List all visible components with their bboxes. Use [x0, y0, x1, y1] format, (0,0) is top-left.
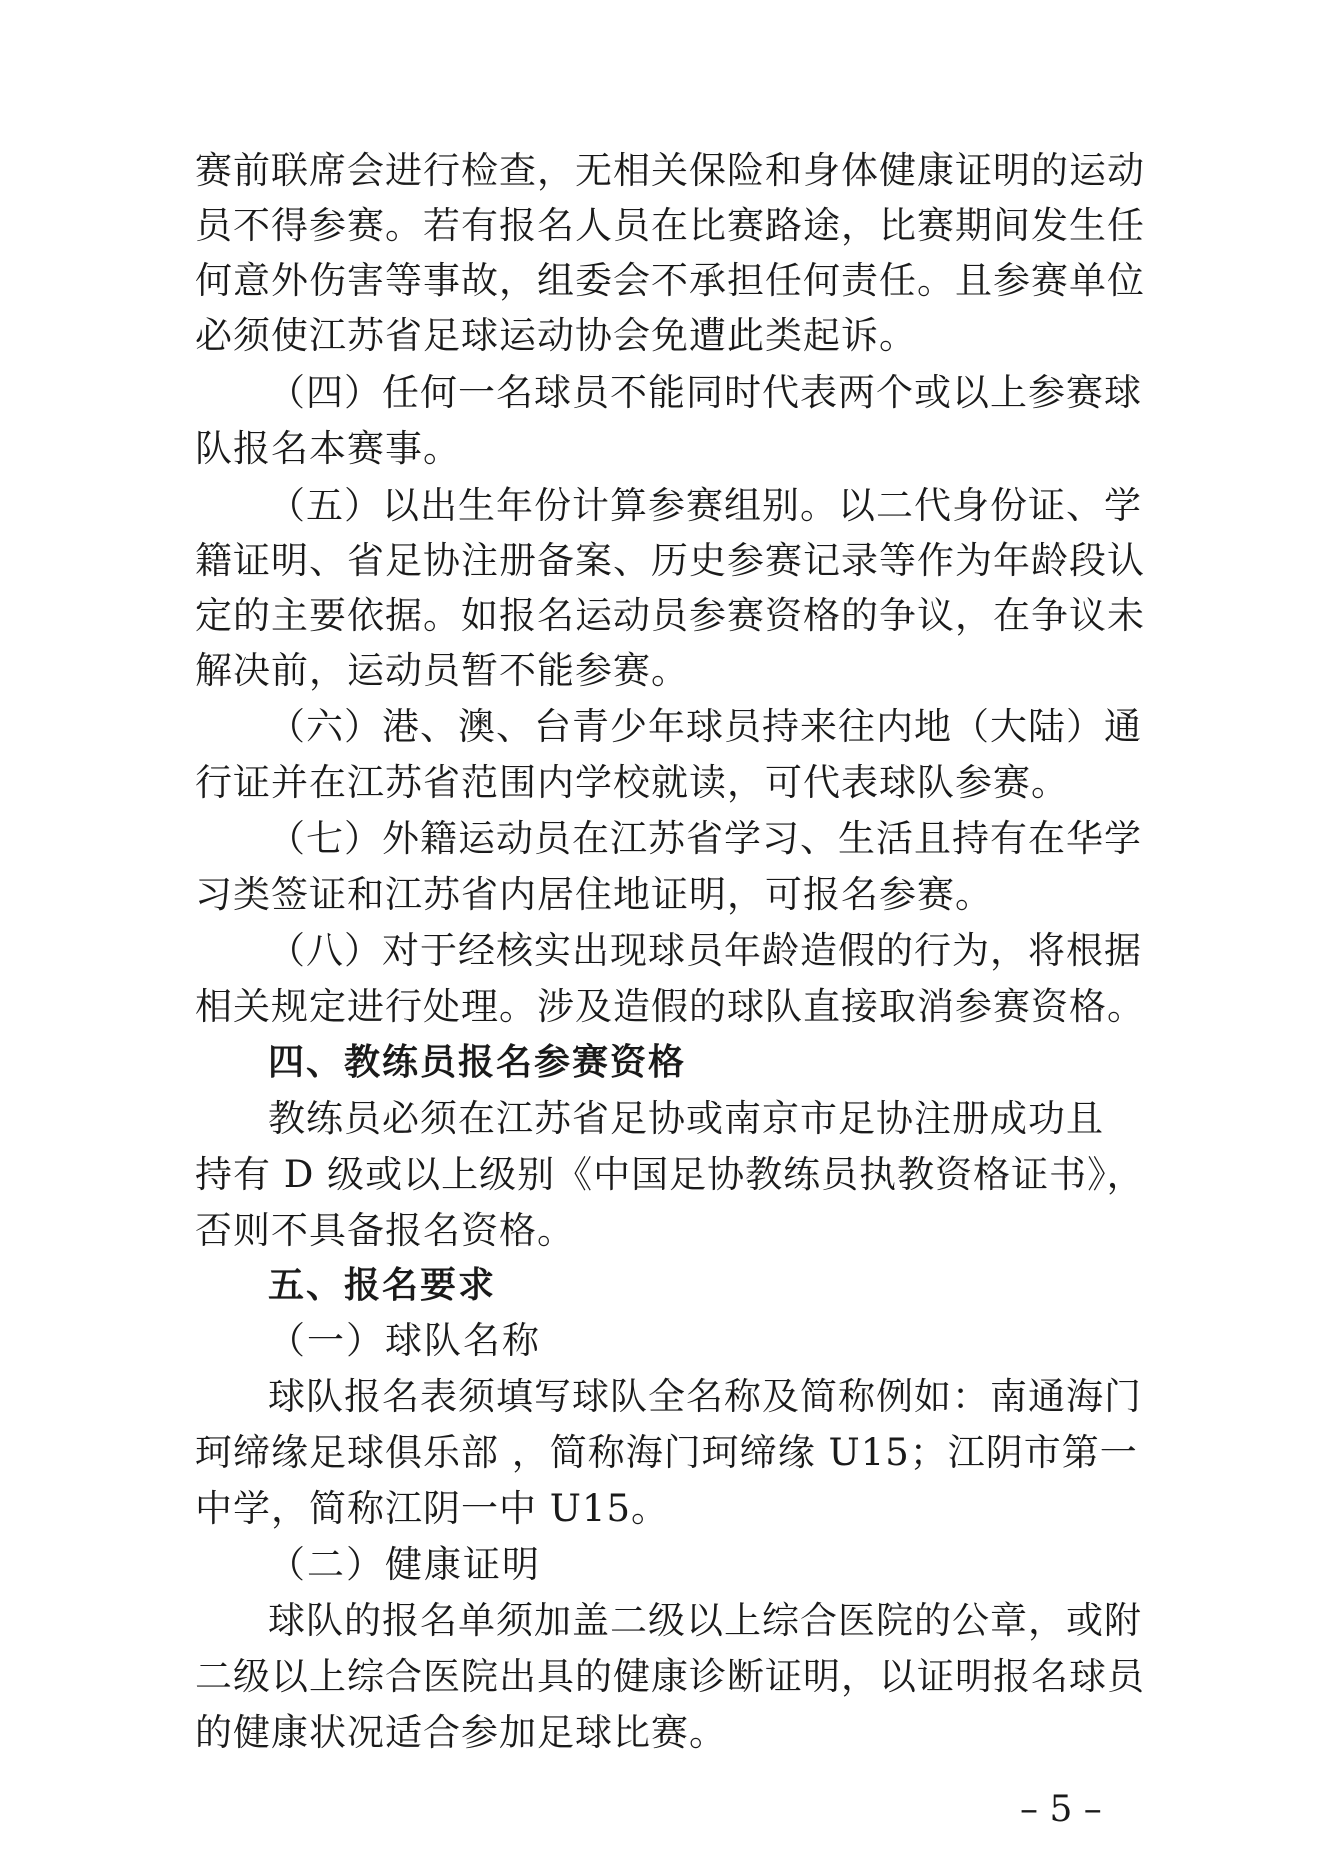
paragraph-line: 队报名本赛事。: [195, 427, 461, 470]
paragraph-line: 行证并在江苏省范围内学校就读，可代表球队参赛。: [195, 761, 1069, 804]
paragraph-line: （七）外籍运动员在江苏省学习、生活且持有在华学: [268, 817, 1142, 860]
subsection-heading: （一）球队名称: [268, 1319, 541, 1362]
paragraph-line: 何意外伤害等事故，组委会不承担任何责任。且参赛单位: [195, 259, 1145, 302]
paragraph-line: （四）任何一名球员不能同时代表两个或以上参赛球: [268, 371, 1142, 414]
paragraph-line: 球队报名表须填写球队全名称及简称例如：南通海门: [268, 1375, 1142, 1418]
paragraph-line: 相关规定进行处理。涉及造假的球队直接取消参赛资格。: [195, 985, 1145, 1028]
page-number: – 5 –: [1020, 1789, 1102, 1830]
section-heading: 五、报名要求: [268, 1265, 497, 1306]
paragraph-line: 必须使江苏省足球运动协会免遭此类起诉。: [195, 314, 917, 357]
paragraph-line: 二级以上综合医院出具的健康诊断证明，以证明报名球员: [195, 1655, 1145, 1698]
paragraph-line: （五）以出生年份计算参赛组别。以二代身份证、学: [268, 484, 1142, 527]
paragraph-line: 员不得参赛。若有报名人员在比赛路途，比赛期间发生任: [195, 204, 1145, 247]
paragraph-line: 否则不具备报名资格。: [195, 1209, 575, 1252]
paragraph-line: 球队的报名单须加盖二级以上综合医院的公章，或附: [268, 1599, 1142, 1642]
paragraph-line: 的健康状况适合参加足球比赛。: [195, 1711, 727, 1754]
paragraph-line: 中学，简称江阴一中 U15。: [195, 1487, 670, 1530]
subsection-heading: （二）健康证明: [268, 1543, 541, 1586]
paragraph-line: （六）港、澳、台青少年球员持来往内地（大陆）通: [268, 705, 1142, 748]
section-heading: 四、教练员报名参赛资格: [268, 1042, 687, 1083]
paragraph-line: （八）对于经核实出现球员年龄造假的行为，将根据: [268, 929, 1142, 972]
paragraph-line: 定的主要依据。如报名运动员参赛资格的争议，在争议未: [195, 594, 1145, 637]
paragraph-line: 教练员必须在江苏省足协或南京市足协注册成功且: [268, 1097, 1104, 1140]
paragraph-line: 持有 D 级或以上级别《中国足协教练员执教资格证书》，: [195, 1153, 1145, 1196]
paragraph-line: 籍证明、省足协注册备案、历史参赛记录等作为年龄段认: [195, 539, 1145, 582]
paragraph-line: 珂缔缘足球俱乐部 ，简称海门珂缔缘 U15；江阴市第一: [195, 1431, 1138, 1474]
paragraph-line: 赛前联席会进行检查，无相关保险和身体健康证明的运动: [195, 149, 1145, 192]
paragraph-line: 习类签证和江苏省内居住地证明，可报名参赛。: [195, 873, 993, 916]
paragraph-line: 解决前，运动员暂不能参赛。: [195, 649, 689, 692]
